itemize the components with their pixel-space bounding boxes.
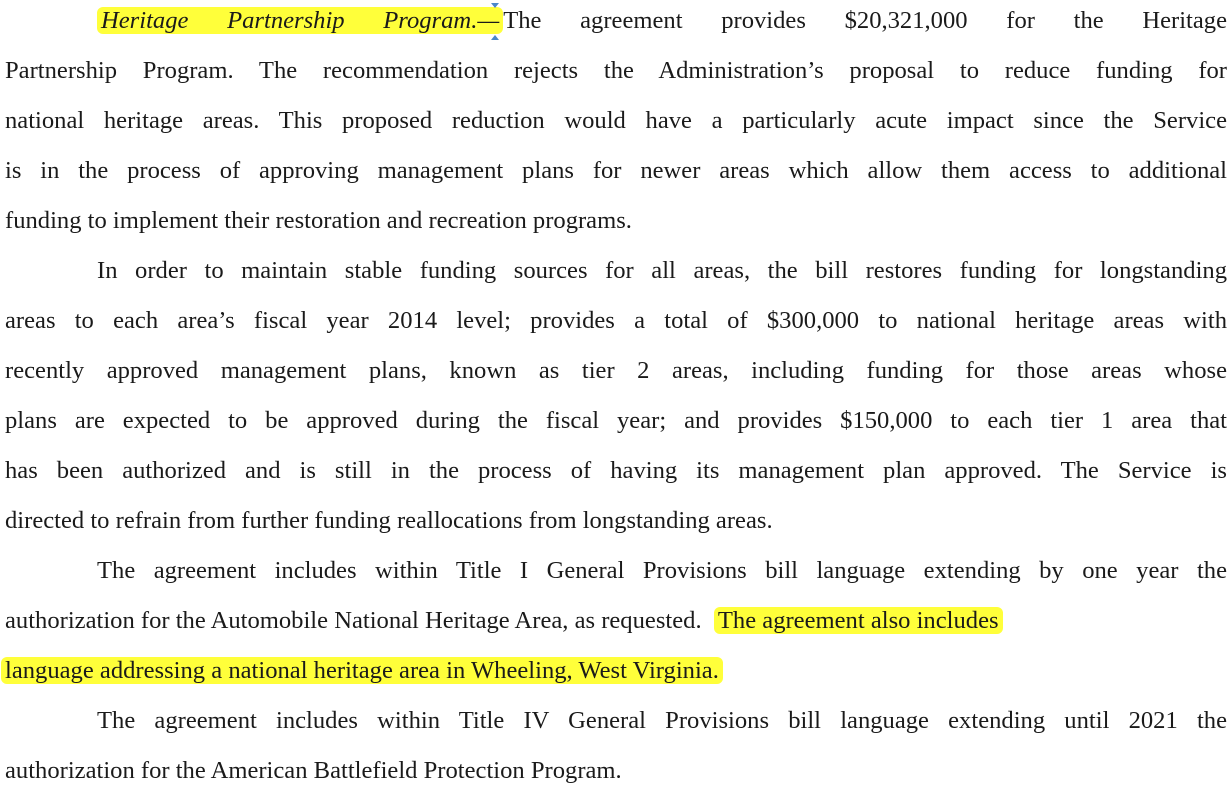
paragraph-2-line-2: areas to each area’s fiscal year 2014 level; provides a total of $300,000 to national heritage areas with: [5, 307, 1227, 334]
paragraph-2-line-1-text: In order to maintain stable funding sources for all areas, the bill restores funding for longstanding: [97, 257, 1227, 284]
highlighted-heading: Heritage Partnership Program.—: [97, 7, 503, 34]
paragraph-3-line-2-text: authorization for the Automobile National Heritage Area, as requested.: [5, 607, 702, 634]
paragraph-3-line-1-text: The agreement includes within Title I General Provisions bill language extending by one year the: [97, 557, 1227, 584]
highlighted-sentence-start: The agreement also includes: [714, 607, 1003, 634]
paragraph-1-line-1-text: The agreement provides $20,321,000 for the Heritage: [503, 7, 1227, 34]
paragraph-2-line-6: directed to refrain from further funding reallocations from longstanding areas.: [5, 507, 773, 534]
paragraph-4-line-1-text: The agreement includes within Title IV General Provisions bill language extending until 2021 the: [97, 707, 1227, 734]
paragraph-2-line-1: [5, 251, 1227, 291]
paragraph-1-line-3: national heritage areas. This proposed reduction would have a particularly acute impact since the Service: [5, 107, 1227, 134]
paragraph-4-line-1: [5, 701, 1227, 741]
text-cursor-bottom-marker: [491, 35, 499, 40]
paragraph-2-line-5: has been authorized and is still in the process of having its management plan approved. The Service is: [5, 457, 1227, 484]
paragraph-3-line-3: [5, 651, 1227, 691]
paragraph-2-line-3: recently approved management plans, known as tier 2 areas, including funding for those areas whose: [5, 357, 1227, 384]
paragraph-2-line-4: plans are expected to be approved during the fiscal year; and provides $150,000 to each tier 1 area that: [5, 407, 1227, 434]
paragraph-4-line-2: authorization for the American Battlefield Protection Program.: [5, 757, 622, 784]
paragraph-1-line-4: is in the process of approving management plans for newer areas which allow them access to additional: [5, 157, 1227, 184]
highlighted-sentence-end: language addressing a national heritage area in Wheeling, West Virginia.: [1, 657, 723, 684]
paragraph-1-line-2: Partnership Program. The recommendation rejects the Administration’s proposal to reduce funding for: [5, 57, 1227, 84]
paragraph-1-line-1: [5, 1, 1227, 41]
paragraph-3-line-1: [5, 551, 1227, 591]
text-cursor-top-marker: [491, 3, 499, 8]
paragraph-1-line-5: funding to implement their restoration and recreation programs.: [5, 207, 632, 234]
paragraph-3-line-2: [5, 601, 1227, 641]
